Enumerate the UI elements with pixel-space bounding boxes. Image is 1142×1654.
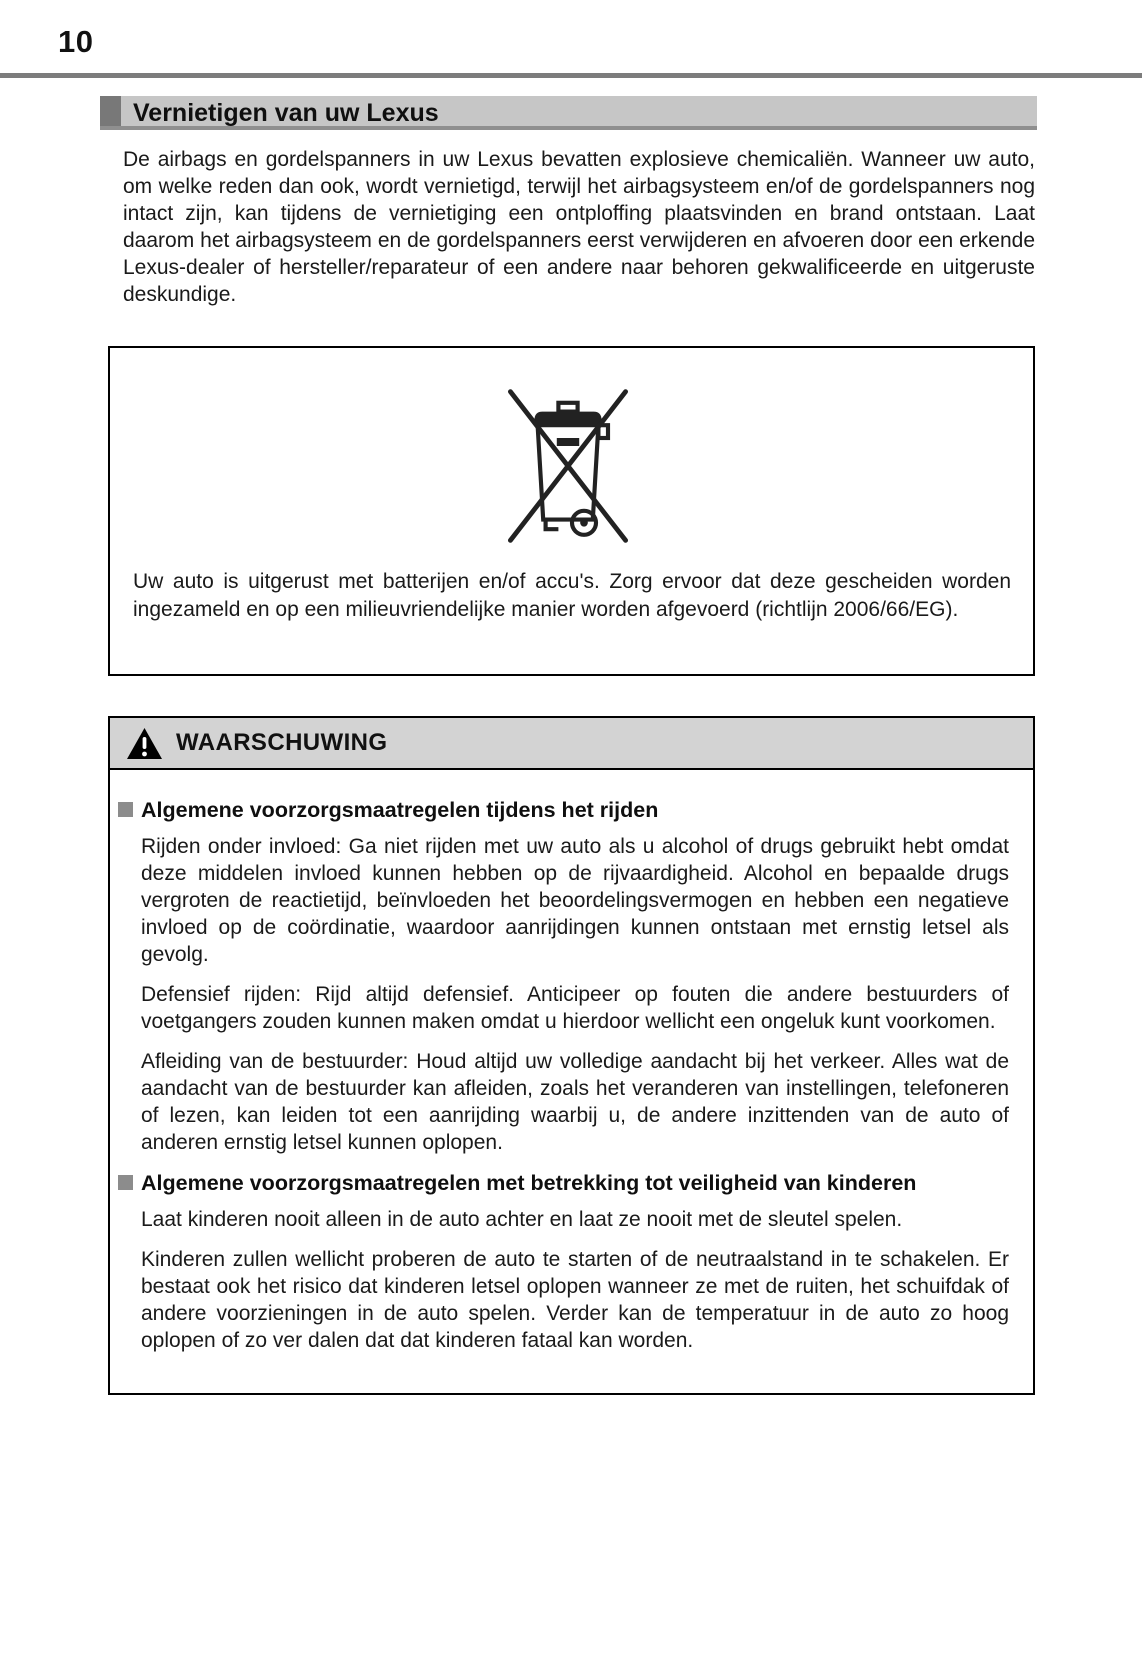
- section-header: [100, 96, 1037, 130]
- crossed-out-wheelie-bin-icon: [488, 382, 648, 550]
- warning-section-heading-row: [118, 796, 1009, 824]
- warning-paragraph: Laat kinderen nooit alleen in de auto achter en laat ze nooit met de sleutel spelen.: [141, 1208, 903, 1231]
- warning-section-heading: Algemene voorzorgsmaatregelen tijdens het rijden: [141, 798, 659, 822]
- battery-disposal-box: [108, 346, 1035, 676]
- square-bullet-icon: [118, 1175, 133, 1190]
- warning-paragraph: Afleiding van de bestuurder: Houd altijd uw volledige aandacht bij het verkeer. Alles wat de aandacht van de bestuurder kan afleiden, zoals het veranderen van instellingen, telefoneren of lezen, kan leiden tot een aanrijding waarbij u, de andere inzittenden van de auto of anderen ernstig letsel kunnen oplopen.: [141, 1050, 1009, 1154]
- warning-box: [108, 716, 1035, 1395]
- warning-section-heading-row: [118, 1169, 1009, 1197]
- section-title: Vernietigen van uw Lexus: [121, 96, 1037, 126]
- warning-paragraph: Rijden onder invloed: Ga niet rijden met uw auto als u alcohol of drugs gebruikt hebt omdat deze middelen invloed kunnen hebben op de rijvaardigheid. Alcohol en bepaalde drugs vergroten de reactietijd, beïnvloeden het beoordelingsvermogen en hebben een negatieve invloed op de coördinatie, waardoor aanrijdingen kunnen ontstaan met ernstig letsel als gevolg.: [141, 835, 1009, 966]
- page-content: [100, 96, 1037, 1395]
- warning-box-header: [110, 718, 1033, 770]
- warning-triangle-icon: [126, 727, 163, 760]
- square-bullet-icon: [118, 802, 133, 817]
- battery-disposal-text: Uw auto is uitgerust met batterijen en/of accu's. Zorg ervoor dat deze gescheiden worden ingezameld en op een milieuvriendelijke manier worden afgevoerd (richtlijn 2006/66/EG).: [133, 570, 1011, 621]
- warning-paragraph: Kinderen zullen wellicht proberen de auto te starten of de neutraalstand in te schakelen. Er bestaat ook het risico dat kinderen letsel oplopen wanneer ze met de ruiten, het schuifdak of andere voorzieningen in de auto spelen. Verder kan de temperatuur in de auto zo hoog oplopen of zo ver dalen dat dat kinderen fataal kan worden.: [141, 1248, 1009, 1352]
- intro-paragraph: De airbags en gordelspanners in uw Lexus bevatten explosieve chemicaliën. Wanneer uw auto, om welke reden dan ook, wordt vernietigd, terwijl het airbagsysteem en/of de gordelspanners nog intact zijn, kan tijdens de vernietiging een ontploffing plaatsvinden en brand ontstaan. Laat daarom het airbagsysteem en de gordelspanners eerst verwijderen en afvoeren door een erkende Lexus-dealer of hersteller/reparateur of een andere naar behoren gekwalificeerde en uitgeruste deskundige.: [123, 148, 1035, 306]
- warning-title: WAARSCHUWING: [176, 729, 388, 756]
- warning-section: [118, 1169, 1009, 1354]
- page-number: 10: [58, 24, 94, 59]
- warning-paragraph: Defensief rijden: Rijd altijd defensief. Anticipeer op fouten die andere bestuurders of voetgangers zouden kunnen maken omdat u hierdoor wellicht een ongeluk kunt voorkomen.: [141, 983, 1009, 1033]
- warning-section: [118, 796, 1009, 1156]
- header-divider: [0, 73, 1142, 78]
- warning-section-heading: Algemene voorzorgsmaatregelen met betrekking tot veiligheid van kinderen: [141, 1171, 917, 1195]
- warning-content: [110, 770, 1033, 1393]
- section-accent-block: [100, 96, 121, 126]
